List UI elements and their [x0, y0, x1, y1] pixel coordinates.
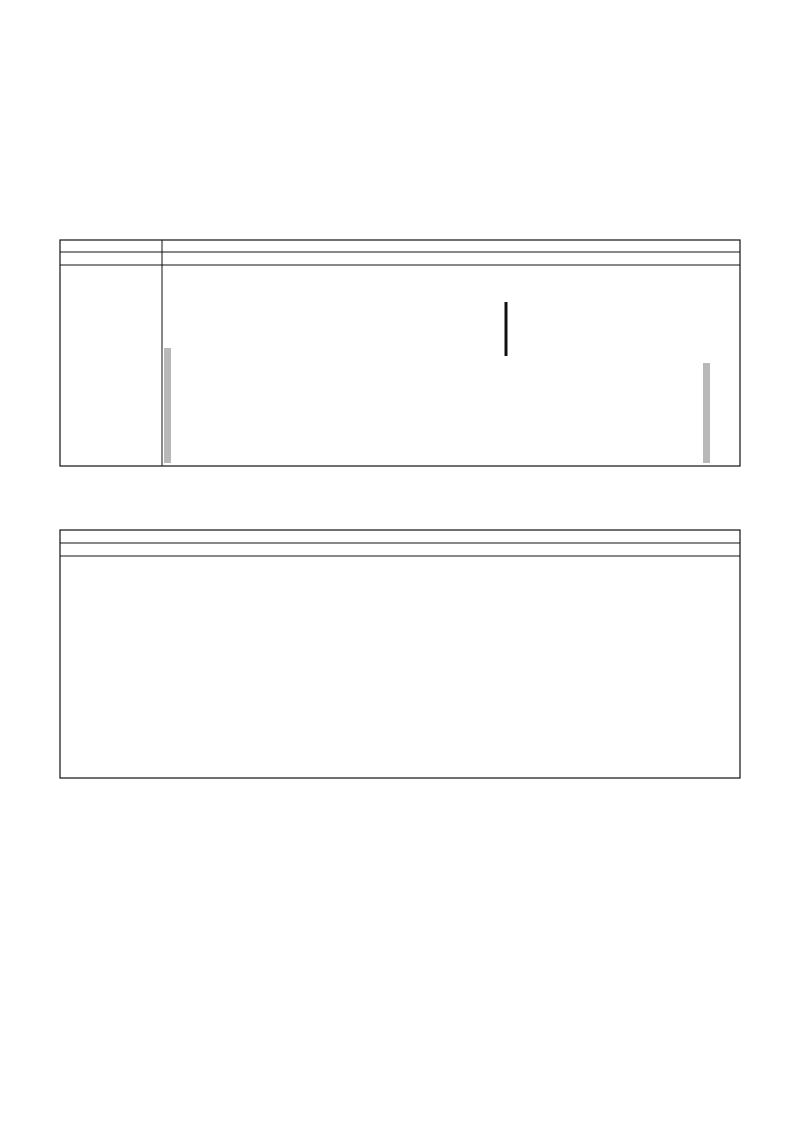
figure-temperature-chart	[40, 218, 760, 798]
hatched-marker	[703, 363, 710, 463]
chart2-frame	[60, 530, 740, 778]
hatched-marker	[164, 348, 171, 463]
page-header	[65, 40, 755, 70]
